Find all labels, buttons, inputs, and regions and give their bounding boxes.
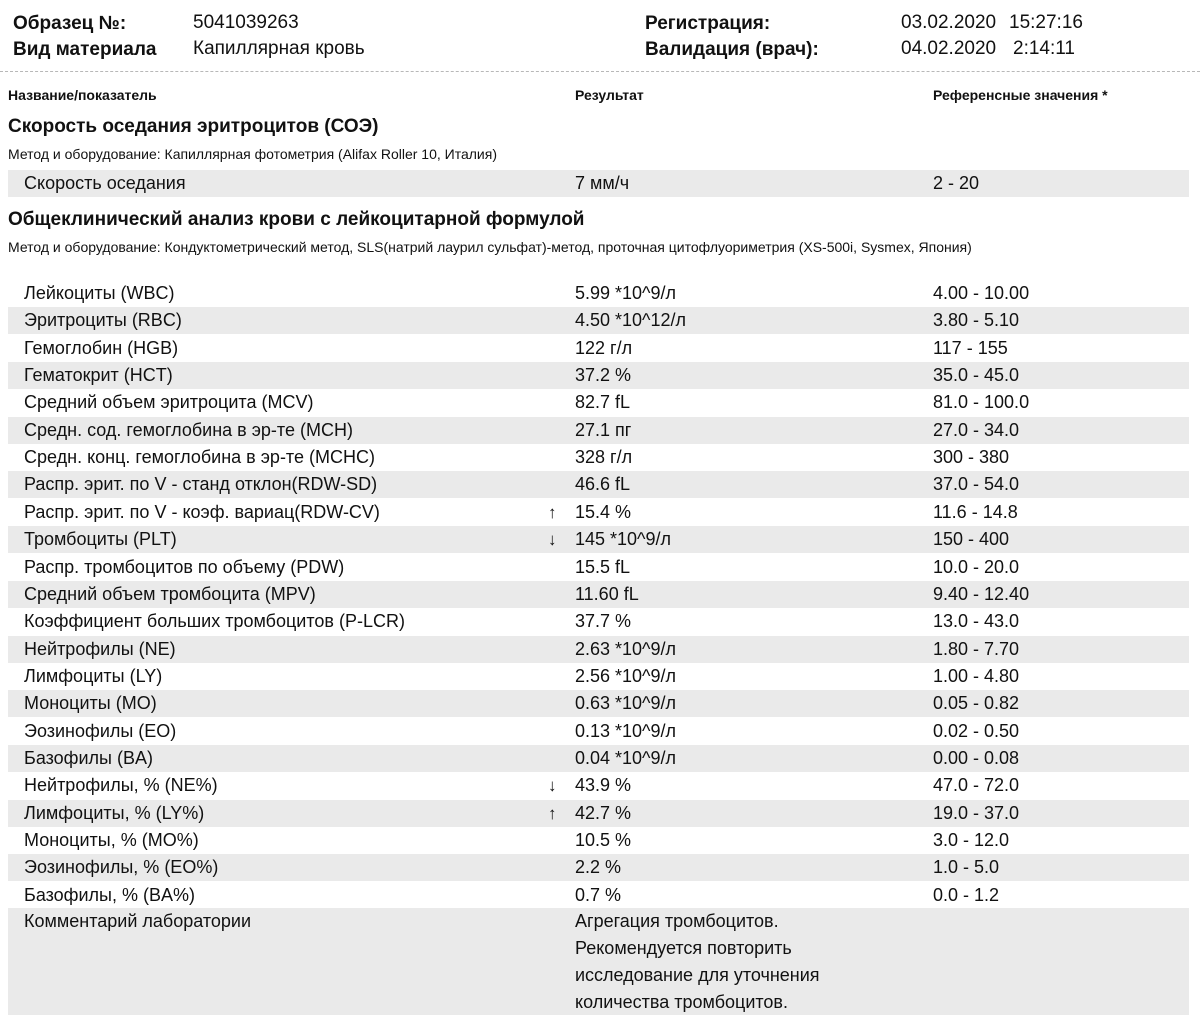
reference-range: 11.6 - 14.8 <box>933 501 1018 522</box>
section-title-esr: Скорость оседания эритроцитов (СОЭ) <box>8 116 379 137</box>
material-value: Капиллярная кровь <box>193 38 365 59</box>
result-value: 11.60 fL <box>575 583 639 604</box>
reference-range: 47.0 - 72.0 <box>933 775 1020 796</box>
table-row <box>8 417 1189 444</box>
sample-number: 5041039263 <box>193 12 299 33</box>
result-value: 122 г/л <box>575 337 633 358</box>
result-value: 82.7 fL <box>575 392 631 413</box>
reference-range: 35.0 - 45.0 <box>933 365 1020 386</box>
test-name: Коэффициент больших тромбоцитов (P-LCR) <box>24 611 405 632</box>
table-row <box>8 636 1189 663</box>
result-value: 0.13 *10^9/л <box>575 720 677 741</box>
reference-range: 117 - 155 <box>933 337 1008 358</box>
result-flag: ↓ <box>548 530 557 550</box>
table-row <box>8 307 1189 334</box>
table-row <box>8 526 1189 553</box>
table-row <box>8 663 1189 690</box>
reference-range: 4.00 - 10.00 <box>933 283 1030 303</box>
table-row <box>8 471 1189 498</box>
result-value: 10.5 % <box>575 830 632 850</box>
test-name: Средний объем тромбоцита (MPV) <box>24 583 316 604</box>
sample-label: Образец №: <box>13 13 127 34</box>
reference-range: 81.0 - 100.0 <box>933 392 1030 413</box>
test-name: Эозинофилы, % (EO%) <box>24 857 219 878</box>
lab-comment-row <box>8 908 1189 1015</box>
test-name: Нейтрофилы, % (NE%) <box>24 775 218 796</box>
result-value: 0.04 *10^9/л <box>575 747 677 768</box>
result-flag: ↓ <box>548 776 557 796</box>
table-row <box>8 499 1189 526</box>
lab-comment-text: Агрегация тромбоцитов. Рекомендуется повторить исследование для уточнения количества тромбоцитов. <box>575 911 820 1012</box>
section-title-cbc: Общеклинический анализ крови с лейкоцитарной формулой <box>8 209 585 230</box>
result-value: 145 *10^9/л <box>575 529 672 550</box>
registration-time: 15:27:16 <box>1009 12 1083 33</box>
reference-range: 10.0 - 20.0 <box>933 556 1020 577</box>
method-esr: Метод и оборудование: Капиллярная фотометрия (Alifax Roller 10, Италия) <box>8 146 497 162</box>
test-name: Лимфоциты, % (LY%) <box>24 802 205 823</box>
reference-range: 27.0 - 34.0 <box>933 419 1020 440</box>
reference-range: 0.05 - 0.82 <box>933 693 1020 714</box>
table-row <box>8 170 1189 197</box>
table-row <box>8 444 1189 471</box>
table-row <box>8 827 1189 854</box>
test-name: Моноциты, % (MO%) <box>24 830 199 850</box>
method-cbc: Метод и оборудование: Кондуктометрический метод, SLS(натрий лаурил сульфат)-метод, проточная цитофлуориметрия (XS-500i, Sysmex, Япония) <box>8 239 972 255</box>
reference-range: 300 - 380 <box>933 447 1010 468</box>
column-header-name: Название/показатель <box>8 87 157 103</box>
lab-comment-label: Комментарий лаборатории <box>24 911 252 931</box>
result-value: 43.9 % <box>575 775 632 796</box>
reference-range: 13.0 - 43.0 <box>933 611 1020 632</box>
table-row <box>8 882 1189 909</box>
result-flag: ↑ <box>548 803 557 823</box>
test-name: Средний объем эритроцита (MCV) <box>24 392 314 413</box>
table-row <box>8 718 1189 745</box>
result-value: 15.5 fL <box>575 556 631 577</box>
reference-range: 150 - 400 <box>933 529 1010 550</box>
test-name: Эритроциты (RBC) <box>24 310 182 331</box>
result-value: 0.63 *10^9/л <box>575 693 677 714</box>
test-name: Гемоглобин (HGB) <box>24 337 179 358</box>
result-value: 42.7 % <box>575 802 632 823</box>
reference-range: 0.02 - 0.50 <box>933 720 1020 741</box>
table-row <box>8 335 1189 362</box>
result-value: 5.99 *10^9/л <box>575 283 677 303</box>
table-row <box>8 800 1189 827</box>
reference-range: 0.0 - 1.2 <box>933 884 1000 905</box>
header-divider <box>0 71 1200 72</box>
material-label: Вид материала <box>13 39 157 60</box>
reference-range: 0.00 - 0.08 <box>933 747 1020 768</box>
table-row <box>8 854 1189 881</box>
validation-time: 2:14:11 <box>1013 38 1075 59</box>
test-name: Гематокрит (HCT) <box>24 365 173 386</box>
result-value: 2.2 % <box>575 857 622 878</box>
reference-range: 1.0 - 5.0 <box>933 857 1000 878</box>
result-value: 46.6 fL <box>575 474 631 495</box>
test-name: Тромбоциты (PLT) <box>24 529 177 550</box>
test-name: Распр. эрит. по V - станд отклон(RDW-SD) <box>24 474 378 495</box>
column-header-result: Результат <box>575 87 644 103</box>
test-name: Лимфоциты (LY) <box>24 665 163 686</box>
table-row <box>8 362 1189 389</box>
test-name: Эозинофилы (EO) <box>24 720 177 741</box>
test-name: Базофилы, % (BA%) <box>24 884 195 905</box>
validation-label: Валидация (врач): <box>645 39 819 60</box>
test-name: Распр. тромбоцитов по объему (PDW) <box>24 556 345 577</box>
registration-label: Регистрация: <box>645 13 771 34</box>
table-row <box>8 690 1189 717</box>
result-value: 7 мм/ч <box>575 173 630 193</box>
reference-range: 1.80 - 7.70 <box>933 638 1020 659</box>
reference-range: 3.80 - 5.10 <box>933 310 1020 331</box>
table-row <box>8 280 1189 307</box>
test-name: Распр. эрит. по V - коэф. вариац(RDW-CV) <box>24 501 380 522</box>
table-row <box>8 608 1189 635</box>
test-name: Нейтрофилы (NE) <box>24 638 176 659</box>
reference-range: 3.0 - 12.0 <box>933 830 1010 850</box>
test-name: Лейкоциты (WBC) <box>24 283 175 303</box>
result-value: 4.50 *10^12/л <box>575 310 687 331</box>
result-value: 0.7 % <box>575 884 622 905</box>
result-value: 15.4 % <box>575 501 632 522</box>
result-value: 2.63 *10^9/л <box>575 638 677 659</box>
result-flag: ↑ <box>548 502 557 522</box>
result-value: 37.7 % <box>575 611 632 632</box>
reference-range: 37.0 - 54.0 <box>933 474 1020 495</box>
result-value: 2.56 *10^9/л <box>575 665 677 686</box>
test-name: Средн. конц. гемоглобина в эр-те (MCHC) <box>24 447 375 468</box>
test-name: Базофилы (BA) <box>24 747 153 768</box>
table-row <box>8 389 1189 416</box>
table-row <box>8 581 1189 608</box>
result-value: 328 г/л <box>575 447 633 468</box>
reference-range: 9.40 - 12.40 <box>933 583 1030 604</box>
result-value: 27.1 пг <box>575 419 632 440</box>
test-name: Скорость оседания <box>24 173 186 193</box>
registration-date: 03.02.2020 <box>901 12 997 33</box>
reference-range: 2 - 20 <box>933 173 980 193</box>
validation-date: 04.02.2020 <box>901 38 997 59</box>
reference-range: 19.0 - 37.0 <box>933 802 1020 823</box>
result-value: 37.2 % <box>575 365 632 386</box>
table-row <box>8 772 1189 799</box>
test-name: Средн. сод. гемоглобина в эр-те (MCH) <box>24 419 353 440</box>
table-row <box>8 554 1189 581</box>
test-name: Моноциты (MO) <box>24 693 157 714</box>
reference-range: 1.00 - 4.80 <box>933 665 1020 686</box>
column-header-reference: Референсные значения * <box>933 87 1108 103</box>
table-row <box>8 745 1189 772</box>
